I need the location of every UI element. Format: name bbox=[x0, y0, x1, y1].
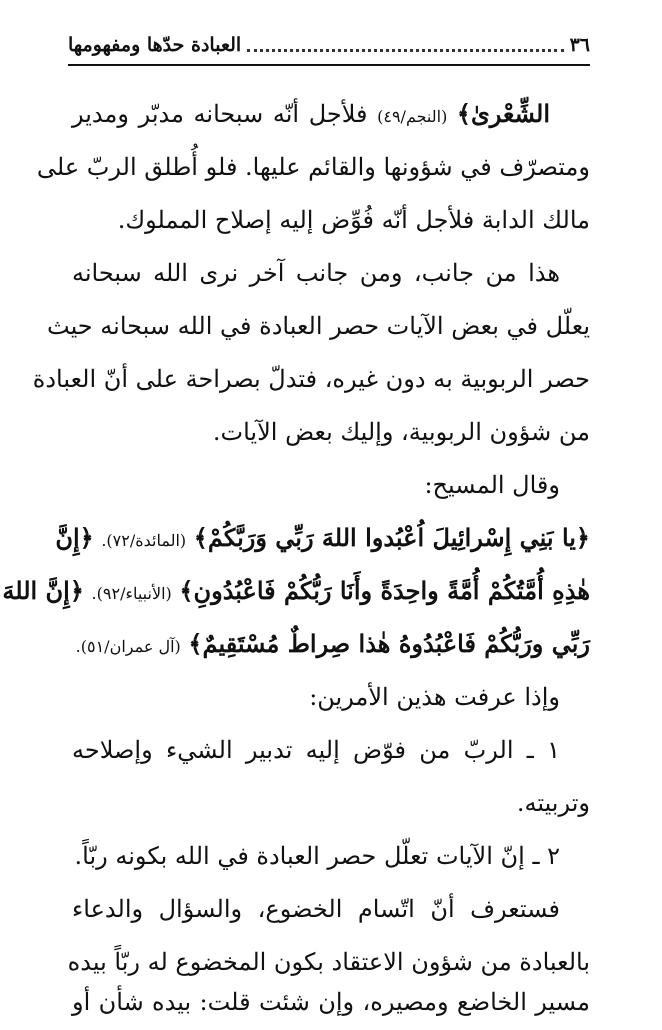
verse-reference: (المائدة/٧٢). bbox=[101, 531, 187, 550]
verse-line bbox=[2, 567, 590, 615]
text-line: يعلّل في بعض الآيات حصر العبادة في الله سبحانه حيث bbox=[47, 312, 590, 340]
verse-line bbox=[72, 620, 590, 668]
verse-fragment: الشِّعْرىٰ﴾ bbox=[456, 99, 550, 128]
text-line: بالعبادة من شؤون الاعتقاد بكون المخضوع له ربّاً بيده bbox=[67, 948, 590, 976]
text-line: ومتصرّف في شؤونها والقائم عليها. فلو أُطلق الربّ على bbox=[36, 153, 590, 181]
running-header bbox=[68, 30, 590, 60]
header-dot-leader bbox=[247, 49, 563, 52]
verse-reference: (الأنبياء/٩٢). bbox=[91, 584, 172, 603]
header-rule bbox=[68, 64, 590, 66]
text-line: مسير الخاضع ومصيره، وإن شئت قلت: بيده شأن أو bbox=[72, 988, 590, 1016]
quran-verse: ﴿إِنَّ bbox=[55, 523, 94, 552]
verse-reference: (آل عمران/٥١). bbox=[75, 637, 181, 656]
text-line: من شؤون الربوبية، وإليك بعض الآيات. bbox=[212, 418, 590, 446]
quran-verse: ﴿إِنَّ اللهَ bbox=[2, 576, 84, 605]
text-line: وقال المسيح: bbox=[424, 471, 560, 499]
quran-verse: هٰذِهِ أُمَّتُكُمْ أُمَّةً واحِدَةً وأَنَا رَبُّكُمْ فَاعْبُدُونِ﴾ bbox=[179, 576, 590, 605]
verse-reference: (النجم/٤٩) bbox=[377, 107, 448, 126]
verse-line bbox=[55, 514, 590, 562]
quran-verse: ﴿يا بَنِي إِسْرائِيلَ اُعْبُدوا اللهَ رَبِّي وَرَبَّكُمْ﴾ bbox=[193, 523, 590, 552]
text-line bbox=[72, 90, 550, 138]
text-line: فستعرف أنّ اتّسام الخضوع، والسؤال والدعاء bbox=[72, 895, 560, 923]
text-line: وإذا عرفت هذين الأمرين: bbox=[309, 683, 560, 711]
line-text: فلأجل أنّه سبحانه مدبّر ومدير bbox=[72, 100, 368, 128]
quran-verse: رَبِّي ورَبُّكُمْ فَاعْبُدُوهُ هٰذا صِراطٌ مُسْتَقِيمٌ﴾ bbox=[188, 629, 590, 658]
list-item-2: ٢ ـ إنّ الآيات تعلّل حصر العبادة في الله بكونه ربّاً. bbox=[74, 842, 560, 870]
page-number: ٣٦ bbox=[569, 34, 590, 56]
header-title: العبادة حدّها ومفهومها bbox=[68, 34, 242, 56]
list-item-1: ١ ـ الربّ من فوّض إليه تدبير الشيء وإصلاحه bbox=[72, 736, 560, 764]
text-line: وتربيته. bbox=[516, 789, 590, 817]
text-line: هذا من جانب، ومن جانب آخر نرى الله سبحانه bbox=[72, 259, 560, 287]
text-line: حصر الربوبية به دون غيره، فتدلّ بصراحة على أنّ العبادة bbox=[32, 365, 590, 393]
text-line: مالك الدابة فلأجل أنّه فُوِّض إليه إصلاح المملوك. bbox=[117, 206, 590, 234]
